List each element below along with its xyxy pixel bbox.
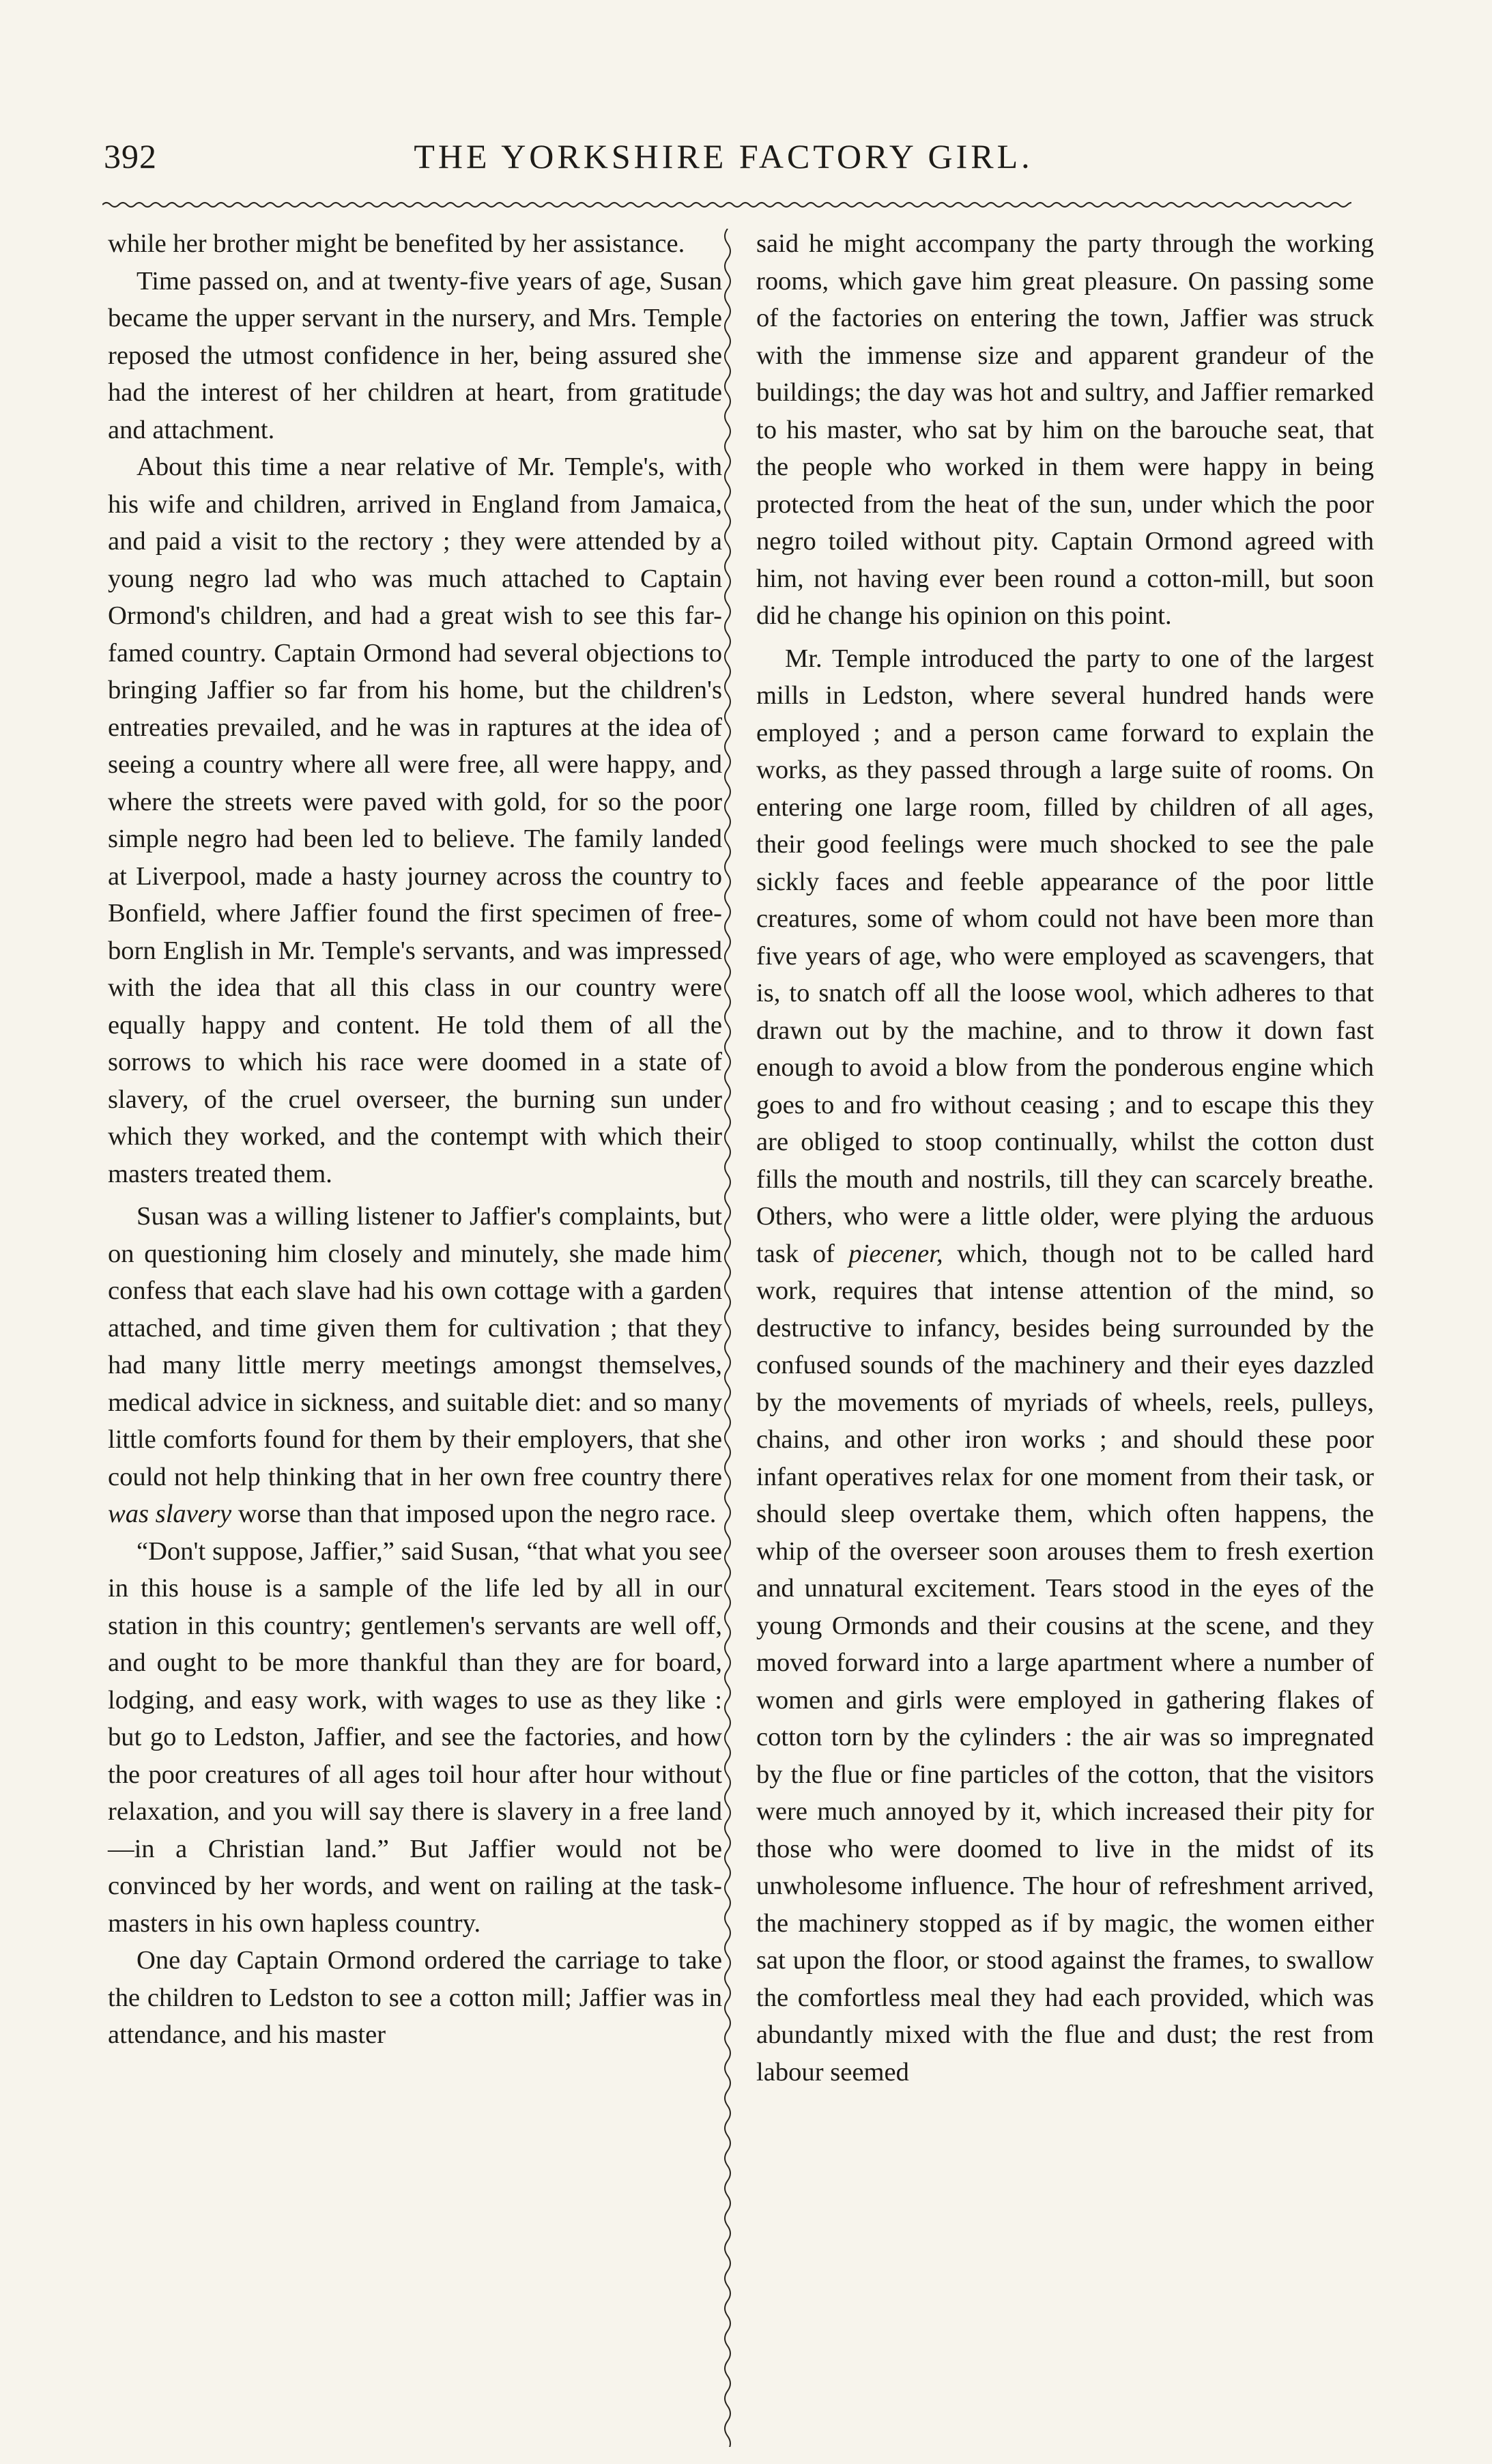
paragraph-text: Susan was a willing listener to Jaffier's complaints, but on questioning him closely and minutely, she made him confess that each slave had his own cottage with a garden attached, and time given them for cultivation ; that they had many little merry meetings amongst themselves, medical advice in sickness, and suitable diet: and so many little comforts found for them by their employers, that she could not help thinking that in her own free country there (108, 1202, 722, 1491)
running-title: THE YORKSHIRE FACTORY GIRL. (414, 137, 1033, 175)
emphasis-text: was slavery (108, 1500, 232, 1528)
emphasis-text: piecener, (848, 1239, 943, 1268)
paragraph: said he might accompany the party through the working rooms, which gave him great pleasure. On passing some of the factories on entering the town, Jaffier was struck with the immense size and apparent grandeur of the buildings; the day was hot and sultry, and Jaffier remarked to his master, who sat by him on the barouche seat, that the people who worked in them were happy in being protected from the heat of the sun, under which the poor negro toiled without pity. Captain Ormond agreed with him, not having ever been round a cotton-mill, but soon did he change his opinion on this point. (756, 229, 1374, 630)
header-wavy-rule (102, 198, 1351, 212)
right-column (756, 225, 1374, 2091)
paragraph: “Don't suppose, Jaffier,” said Susan, “that what you see in this house is a sample of the life led by all in our station in this country; gentlemen's servants are well off, and ought to be more thankful than they are for board, lodging, and easy work, with wages to use as they like : but go to Ledston, Jaffier, and see the factories, and how the poor creatures of all ages toil hour after hour without relaxation, and you will say there is slavery in a free land—in a Christian land.” But Jaffier would not be convinced by her words, and went on railing at the task-masters in his own hapless country. (108, 1536, 722, 1938)
left-column (108, 225, 722, 2054)
paragraph-text: which, though not to be called hard work, requires that intense attention of the mind, so destructive to infancy, besides being surrounded by the confused sounds of the machinery and their eyes dazzled by the movements of myriads of wheels, reels, pulleys, chains, and other iron works ; and should these poor infant operatives relax for one moment from their task, or should sleep overtake them, which often happens, the whip of the overseer soon arouses them to fresh exertion and unnatural excitement. Tears stood in the eyes of the young Ormonds and their cousins at the scene, and they moved forward into a large apartment where a number of women and girls were employed in gathering flakes of cotton torn by the cylinders : the air was so impregnated by the flue or fine particles of the cotton, that the visitors were much annoyed by it, which increased their pity for those who were doomed to live in the midst of its unwholesome influence. The hour of refreshment arrived, the machinery stopped as if by magic, the women either sat upon the floor, or stood against the frames, to swallow the comfortless meal they had each provided, which was abundantly mixed with the flue and dust; the rest from labour seemed (756, 1239, 1374, 2087)
paragraph: One day Captain Ormond ordered the carriage to take the children to Ledston to see a cotton mill; Jaffier was in attendance, and his master (108, 1946, 722, 2049)
page-number: 392 (104, 137, 157, 175)
paragraph (756, 640, 1374, 2091)
column-wavy-divider (720, 229, 735, 2447)
paragraph (108, 1198, 722, 1533)
paragraph: About this time a near relative of Mr. Temple's, with his wife and children, arrived in England from Jamaica, and paid a visit to the rectory ; they were attended by a young negro lad who was much attached to Captain Ormond's children, and had a great wish to see this far-famed country. Captain Ormond had several objections to bringing Jaffier so far from his home, but the children's entreaties prevailed, and he was in raptures at the idea of seeing a country where all were free, all were happy, and where the streets were paved with gold, for so the poor simple negro had been led to believe. The family landed at Liverpool, made a hasty journey across the country to Bonfield, where Jaffier found the first specimen of free-born English in Mr. Temple's servants, and was impressed with the idea that all this class in our country were equally happy and content. He told them of all the sorrows to which his race were doomed in a state of slavery, of the cruel overseer, the burning sun under which they worked, and the contempt with which their masters treated them. (108, 453, 722, 1188)
paragraph-text: worse than that imposed upon the negro race. (238, 1500, 717, 1528)
paragraph-text: Mr. Temple introduced the party to one of the largest mills in Ledston, where several hundred hands were employed ; and a person came forward to explain the works, as they passed through a large suite of rooms. On entering one large room, filled by children of all ages, their good feelings were much shocked to see the pale sickly faces and feeble appearance of the poor little creatures, some of whom could not have been more than five years of age, who were employed as scavengers, that is, to snatch off all the loose wool, which adheres to that drawn out by the machine, and to throw it down fast enough to avoid a blow from the ponderous engine which goes to and fro without ceasing ; and to escape this they are obliged to stoop continually, whilst the cotton dust fills the mouth and nostrils, till they can scarcely breathe. Others, who were a little older, were plying the arduous task of (756, 644, 1374, 1268)
paragraph: while her brother might be benefited by her assistance. (108, 229, 685, 258)
page-header (102, 137, 1345, 191)
paragraph: Time passed on, and at twenty-five years of age, Susan became the upper servant in the nursery, and Mrs. Temple reposed the utmost confidence in her, being assured she had the interest of her children at heart, from gratitude and attachment. (108, 266, 722, 444)
